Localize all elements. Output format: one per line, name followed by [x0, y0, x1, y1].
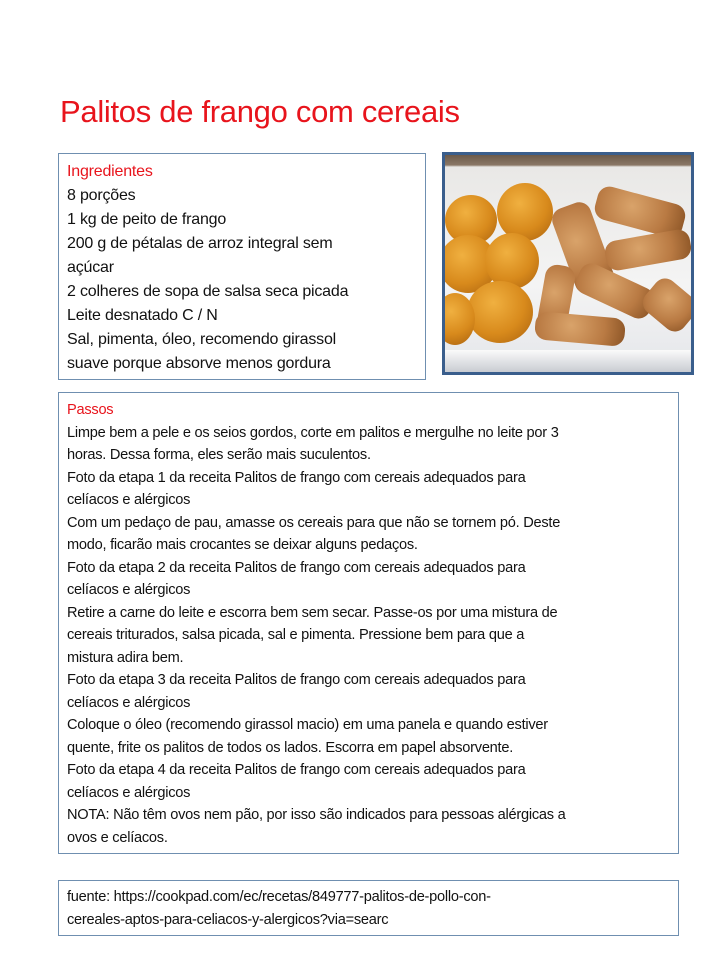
ingredient-line: 2 colheres de sopa de salsa seca picada: [67, 283, 349, 300]
ingredient-line: 1 kg de peito de frango: [67, 211, 227, 228]
step-line: Foto da etapa 2 da receita Palitos de frango com cereais adequados para: [67, 559, 526, 576]
step-line: Retire a carne do leite e escorra bem sem secar. Passe-os por uma mistura de: [67, 604, 558, 621]
steps-heading: Passos: [67, 402, 114, 418]
ingredients-box: [58, 153, 426, 380]
step-line: Foto da etapa 3 da receita Palitos de frango com cereais adequados para: [67, 672, 526, 688]
ingredient-line: açúcar: [67, 259, 114, 276]
chicken-strip: [534, 311, 626, 347]
step-line: Com um pedaço de pau, amasse os cereais para que não se tornem pó. Deste: [67, 514, 561, 531]
step-line: ovos e celíacos.: [67, 829, 168, 846]
step-line: Foto da etapa 1 da receita Palitos de frango com cereais adequados para: [67, 469, 526, 486]
step-line: mistura adira bem.: [67, 649, 184, 666]
step-line: Coloque o óleo (recomendo girassol macio) em uma panela e quando estiver: [67, 717, 548, 733]
croquette: [497, 183, 553, 241]
step-line: celíacos e alérgicos: [67, 784, 191, 801]
page-title: Palitos de frango com cereais: [60, 94, 460, 129]
step-line: NOTA: Não têm ovos nem pão, por isso são indicados para pessoas alérgicas a: [67, 807, 566, 823]
chicken-strip: [638, 274, 694, 337]
ingredient-line: suave porque absorve menos gordura: [67, 355, 331, 372]
ingredient-line: 8 porções: [67, 187, 136, 204]
recipe-photo: [442, 152, 694, 375]
step-line: cereais triturados, salsa picada, sal e pimenta. Pressione bem para que a: [67, 627, 525, 643]
serving-dish: [445, 350, 691, 372]
step-line: celíacos e alérgicos: [67, 492, 191, 508]
step-line: horas. Dessa forma, eles serão mais suculentos.: [67, 447, 371, 463]
ingredient-line: 200 g de pétalas de arroz integral sem: [67, 235, 333, 252]
chicken-strip: [603, 228, 693, 272]
step-line: celíacos e alérgicos: [67, 694, 191, 711]
source-line: cereales-aptos-para-celiacos-y-alergicos?via=searc: [67, 911, 389, 928]
step-line: modo, ficarão mais crocantes se deixar alguns pedaços.: [67, 537, 418, 553]
step-line: Limpe bem a pele e os seios gordos, corte em palitos e mergulhe no leite por 3: [67, 424, 559, 441]
ingredient-line: Sal, pimenta, óleo, recomendo girassol: [67, 331, 336, 348]
step-line: celíacos e alérgicos: [67, 582, 191, 598]
step-line: quente, frite os palitos de todos os lados. Escorra em papel absorvente.: [67, 739, 514, 756]
source-line: fuente: https://cookpad.com/ec/recetas/849777-palitos-de-pollo-con-: [67, 889, 491, 905]
step-line: Foto da etapa 4 da receita Palitos de frango com cereais adequados para: [67, 762, 526, 778]
croquette: [467, 281, 533, 343]
ingredient-line: Leite desnatado C / N: [67, 307, 218, 324]
ingredients-heading: Ingredientes: [67, 163, 153, 180]
source-box: [58, 880, 679, 936]
steps-box: [58, 392, 679, 854]
